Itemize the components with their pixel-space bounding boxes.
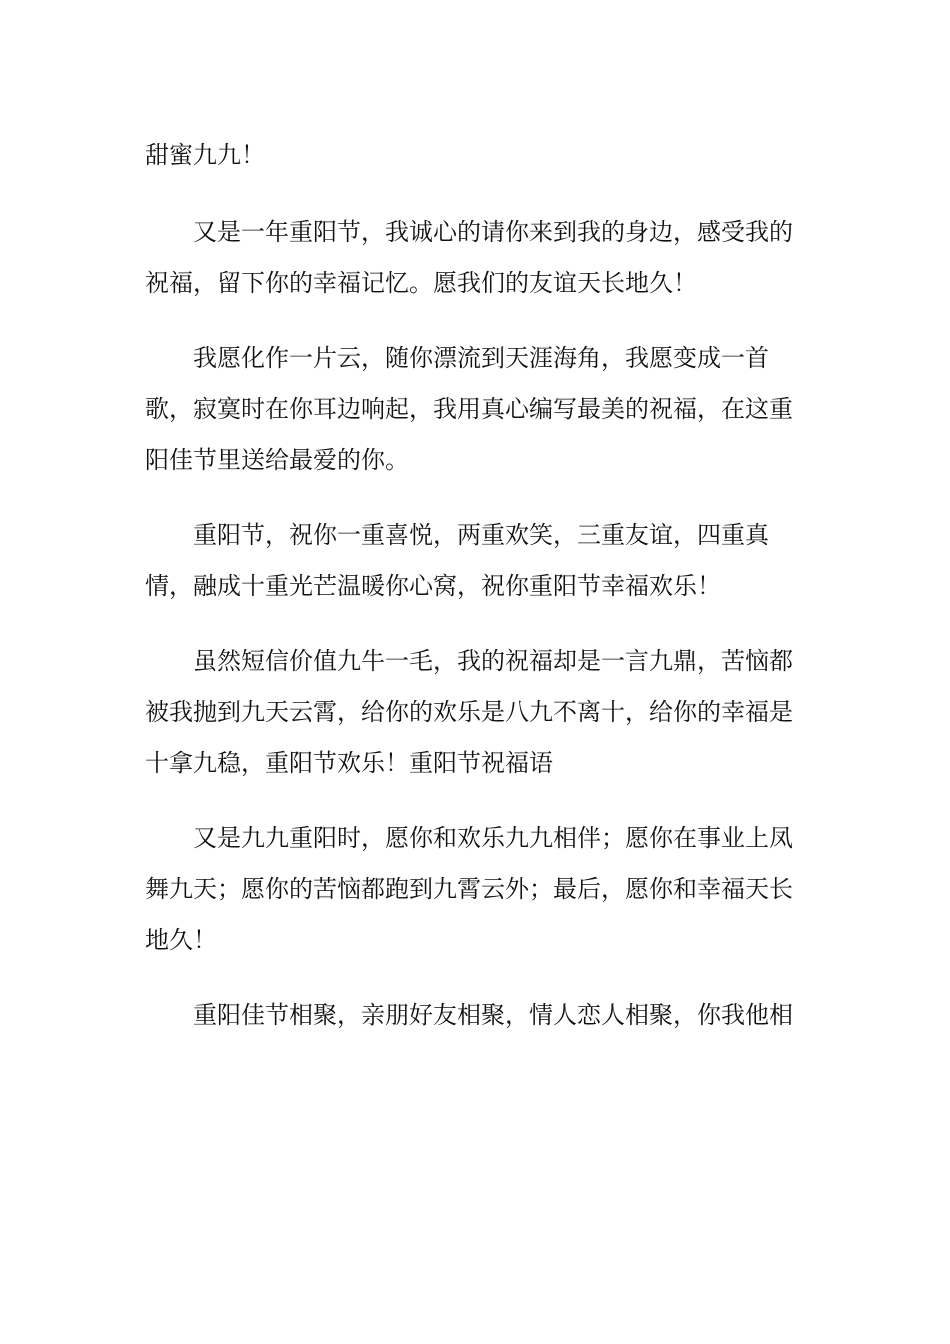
paragraph: 重阳节，祝你一重喜悦，两重欢笑，三重友谊，四重真情，融成十重光芒温暖你心窝，祝你重阳节幸福欢乐！ — [145, 521, 769, 600]
paragraph: 重阳佳节相聚，亲朋好友相聚，情人恋人相聚，你我他相 — [193, 1001, 793, 1029]
paragraph: 虽然短信价值九牛一毛，我的祝福却是一言九鼎，苦恼都被我抛到九天云霄，给你的欢乐是八九不离十，给你的幸福是十拿九稳，重阳节欢乐！重阳节祝福语 — [145, 647, 793, 777]
paragraph: 甜蜜九九！ — [145, 141, 265, 169]
document-body — [145, 130, 815, 1065]
paragraph: 又是九九重阳时，愿你和欢乐九九相伴；愿你在事业上凤舞九天；愿你的苦恼都跑到九霄云外；最后，愿你和幸福天长地久！ — [145, 824, 793, 954]
paragraph: 又是一年重阳节，我诚心的请你来到我的身边，感受我的祝福，留下你的幸福记忆。愿我们的友谊天长地久！ — [145, 218, 793, 297]
paragraph: 我愿化作一片云，随你漂流到天涯海角，我愿变成一首歌，寂寞时在你耳边响起，我用真心编写最美的祝福，在这重阳佳节里送给最爱的你。 — [145, 344, 793, 474]
